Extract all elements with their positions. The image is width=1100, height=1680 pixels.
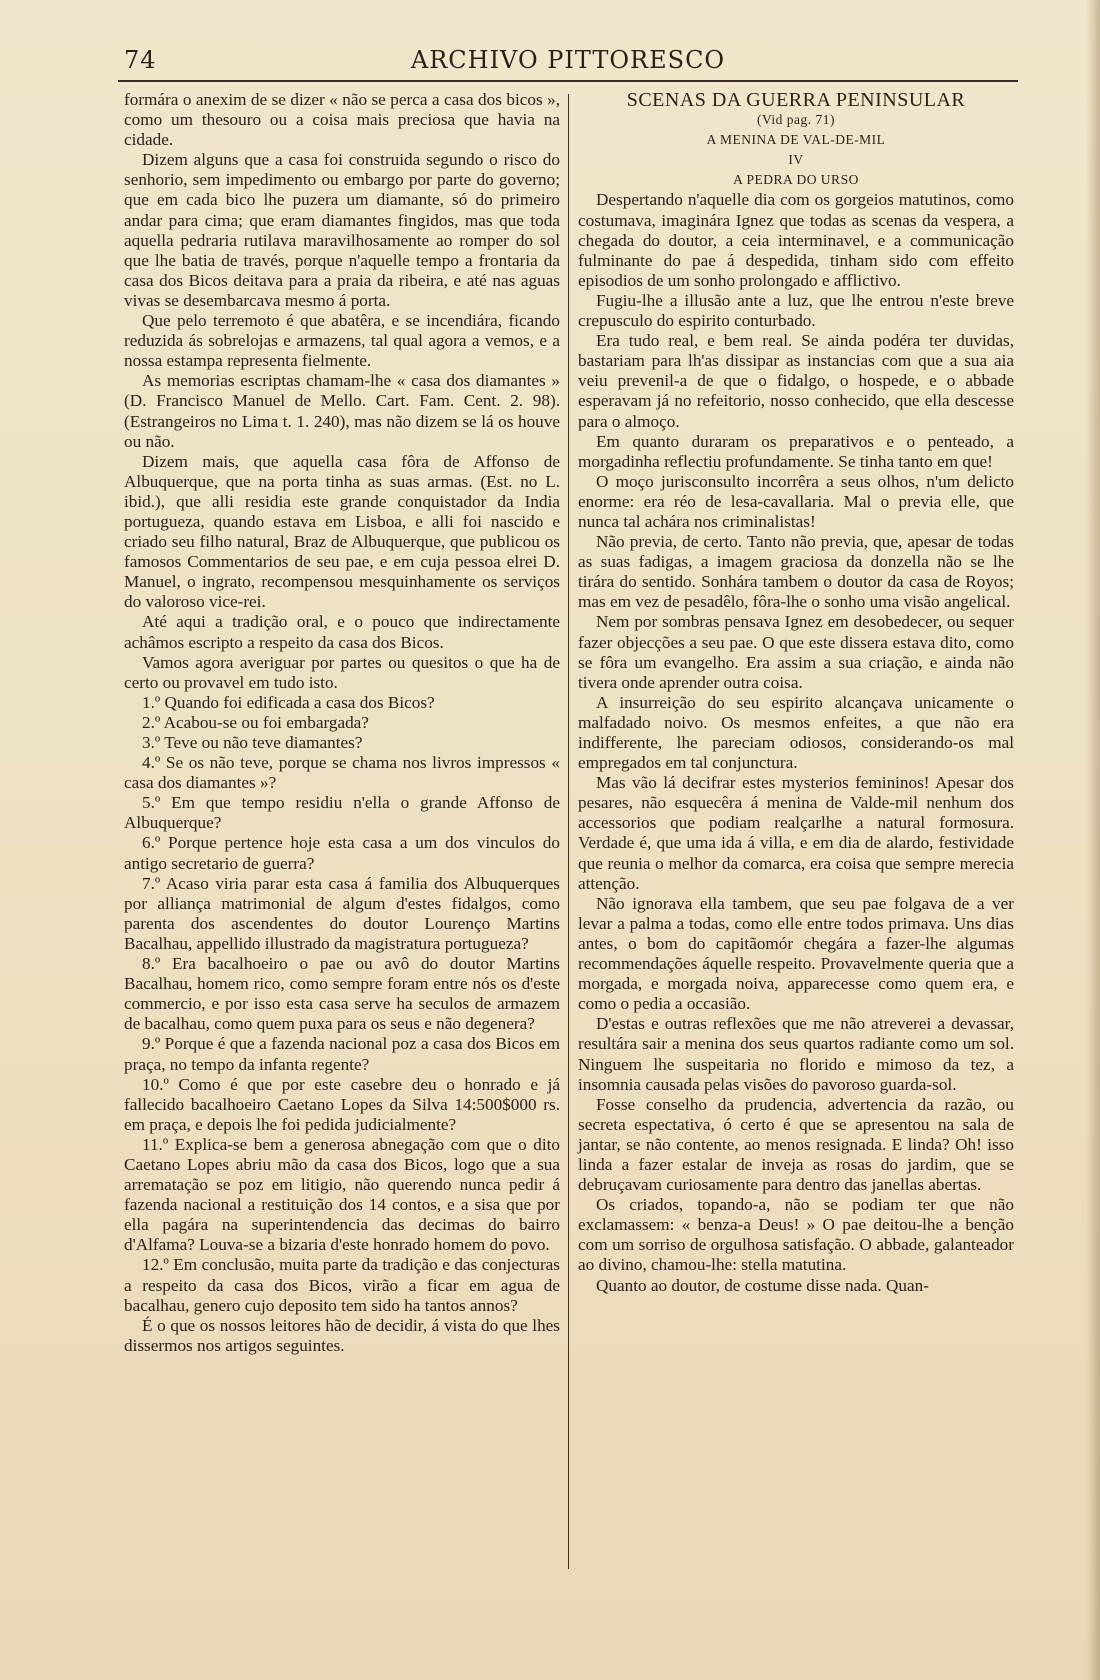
page-edge-shadow — [1086, 0, 1100, 1680]
paragraph: As memorias escriptas chamam-lhe « casa dos diamantes » (D. Francisco Manuel de Mello. Cart. Fam. Cent. 2. 98). (Estrangeiros no Lima t. 1. 240), mas não dizem se lá os houve ou não. — [124, 371, 560, 451]
article-subtitle: A MENINA DE VAL-DE-MIL — [706, 132, 886, 148]
paragraph: Era tudo real, e bem real. Se ainda podéra ter duvidas, bastariam para lh'as dissipar as instancias com que a sua aia veiu prevenil-a de que o fidalgo, o hospede, e o abbade esperavam já no refeitorio, nosso conhecido, que ella descesse para o almoço. — [578, 331, 1014, 431]
paragraph: O moço jurisconsulto incorrêra a seus olhos, n'um delicto enorme: era réo de lesa-cavallaria. Mal o previa elle, que nunca tal achára nos criminalistas! — [578, 471, 1014, 531]
paragraph: formára o anexim de se dizer « não se perca a casa dos bicos », como um thesouro ou a coisa mais preciosa que havia na cidade. — [124, 90, 560, 150]
question-item: 5.º Em que tempo residiu n'ella o grande Affonso de Albuquerque? — [124, 793, 560, 833]
question-item: 7.º Acaso viria parar esta casa á familia dos Albuquerques por alliança matrimonial de algum d'estes fidalgos, como parenta dos ascendentes do doutor Lourenço Martins Bacalhau, appellido illustrado da magistratura portugueza? — [124, 873, 560, 953]
chapter-title: A PEDRA DO URSO — [733, 172, 859, 188]
paragraph: Não previa, de certo. Tanto não previa, que, apesar de todas as suas fadigas, a imagem graciosa da donzella não se lhe tirára do sentido. Sonhára tambem o doutor da casa de Royos; mas em vez de pesadêlo, fôra-lhe o sonho uma visão angelical. — [578, 532, 1014, 612]
paragraph: Fugiu-lhe a illusão ante a luz, que lhe entrou n'este breve crepusculo do espirito conturbado. — [578, 290, 1014, 331]
page-header — [118, 44, 1018, 82]
column-divider — [568, 94, 569, 1569]
chapter-number: IV — [788, 152, 804, 168]
paragraph: Não ignorava ella tambem, que seu pae folgava de a ver levar a palma a todas, como elle entre todos primava. Uns dias antes, o bom do capitãomór chegára a fazer-lhe algumas recommendações áquelle respeito. Provavelmente queria que a morgada, e morgada noiva, apparecesse como quem era, e como o pedia a occasião. — [578, 893, 1014, 1014]
paragraph: Nem por sombras pensava Ignez em desobedecer, ou sequer fazer objecções a seu pae. O que este dissera estava dito, como se fôra um evangelho. Era assim a sua criação, e ainda não tivera onde aprender outra coisa. — [578, 612, 1014, 692]
paragraph: Dizem mais, que aquella casa fôra de Affonso de Albuquerque, que na porta tinha as suas armas. (Est. no L. ibid.), que alli residia este grande conquistador da India portugueza, quando estava em Lisboa, e alli foi nascido e criado seu filho natural, Braz de Albuquerque, que publicou os famosos Commentarios de seu pae, e em cuja pessoa elrei D. Manuel, o ingrato, recompensou mesquinhamente os serviços do valoroso vice-rei. — [124, 451, 560, 612]
paragraph: Os criados, topando-a, não se podiam ter que não exclamassem: « benza-a Deus! » O pae deitou-lhe a benção com um sorriso de orgulhosa satisfação. O abbade, galanteador ao divino, chamou-lhe: stella matutina. — [578, 1195, 1014, 1275]
question-item: 8.º Era bacalhoeiro o pae ou avô do doutor Martins Bacalhau, homem rico, como sempre foram entre nós os d'este commercio, e por isso esta casa serve ha seculos de armazem de bacalhau, como quem puxa para os seus e não degenera? — [124, 954, 560, 1034]
article-title: SCENAS DA GUERRA PENINSULAR — [626, 89, 966, 111]
paragraph: Em quanto duraram os preparativos e o penteado, a morgadinha reflectiu profundamente. Se tinha tanto em que! — [578, 431, 1014, 471]
paragraph: A insurreição do seu espirito alcançava unicamente o malfadado noivo. Os mesmos enfeites, a que não era indifferente, lhe pareciam odiosos, considerando-os mal empregados em tal conjunctura. — [578, 692, 1014, 773]
running-title: ARCHIVO PITTORESCO — [410, 46, 726, 74]
paragraph: Até aqui a tradição oral, e o pouco que indirectamente achâmos escripto a respeito da casa dos Bicos. — [124, 612, 560, 652]
closing-paragraph: É o que os nossos leitores hão de decidir, á vista do que lhes dissermos nos artigos seguintes. — [124, 1315, 560, 1355]
question-item: 3.º Teve ou não teve diamantes? — [142, 733, 363, 752]
paragraph: Mas vão lá decifrar estes mysterios femininos! Apesar dos pesares, não esquecêra á menina de Valde-mil nenhum dos accessorios que podiam realçarlhe a natural formosura. Verdade é, que uma ida á villa, e em dia de alardo, festividade que reunia o melhor da comarca, era coisa que sempre merecia attenção. — [578, 773, 1014, 893]
question-item: 9.º Porque é que a fazenda nacional poz a casa dos Bicos em praça, no tempo da infanta regente? — [124, 1034, 560, 1074]
page-number: 74 — [124, 46, 157, 74]
paragraph: Quanto ao doutor, de costume disse nada. Quan- — [596, 1275, 929, 1295]
question-item: 12.º Em conclusão, muita parte da tradição e das conjecturas a respeito da casa dos Bicos, virão a ficar em agua de bacalhau, genero cujo deposito tem sido ha tantos annos? — [124, 1255, 560, 1315]
question-item: 10.º Como é que por este casebre deu o honrado e já fallecido bacalhoeiro Caetano Lopes da Silva 14:500$000 rs. em praça, e depois lhe foi pedida judicialmente? — [124, 1074, 560, 1134]
right-column — [578, 90, 1014, 1296]
question-item: 4.º Se os não teve, porque se chama nos livros impressos « casa dos diamantes »? — [124, 753, 560, 793]
article-reference: (Vid pag. 71) — [756, 112, 836, 128]
paragraph: D'estas e outras reflexões que me não atreverei a devassar, resultára sair a menina dos seus quartos radiante como um sol. Ninguem lhe suspeitaria no florido e mimoso da tez, a insomnia causada pelas visões do pavoroso guarda-sol. — [578, 1014, 1014, 1094]
paragraph: Dizem alguns que a casa foi construida segundo o risco do senhorio, sem impedimento ou embargo por parte do governo; que em cada bico lhe puzera um diamante, só do primeiro andar para cima; que eram diamantes fingidos, mas que toda aquella pedraria rutilava maravilhosamente ao romper do sol que lhe batia de través, porque n'aquelle tempo a frontaria da casa dos Bicos deitava para a praia da ribeira, e até nas aguas vivas se desembarcava mesmo á porta. — [124, 150, 560, 310]
question-item: 1.º Quando foi edificada a casa dos Bicos? — [142, 692, 435, 712]
left-column — [124, 90, 560, 1356]
question-item: 11.º Explica-se bem a generosa abnegação com que o dito Caetano Lopes abriu mão da casa dos Bicos, logo que a sua arrematação se poz em litigio, não querendo nunca pedir á fazenda nacional a restituição dos 14 contos, e a sisa que por ella pagára na superintendencia das decimas do bairro d'Alfama? Louva-se a bizaria d'este honrado homem do povo. — [124, 1134, 560, 1255]
paragraph: Vamos agora averiguar por partes ou quesitos o que ha de certo ou provavel em tudo isto. — [124, 652, 560, 692]
paragraph: Que pelo terremoto é que abatêra, e se incendiára, ficando reduzida ás sobrelojas e armazens, tal qual agora a vemos, e a nossa estampa representa fielmente. — [124, 311, 560, 371]
paragraph: Despertando n'aquelle dia com os gorgeios matutinos, como costumava, imaginára Ignez que todas as scenas da vespera, a chegada do doutor, a ceia interminavel, e a communicação fulminante do pae á despedida, tinham sido com effeito episodios de um sonho prolongado e afflictivo. — [578, 190, 1014, 290]
question-item: 6.º Porque pertence hoje esta casa a um dos vinculos do antigo secretario de guerra? — [124, 833, 560, 873]
question-item: 2.º Acabou-se ou foi embargada? — [142, 712, 369, 732]
paragraph: Fosse conselho da prudencia, advertencia da razão, ou secreta espectativa, ó certo é que se apresentou na sala de jantar, se não contente, ao menos resignada. E linda? Oh! isso linda a fazer estalar de inveja as rosas do jardim, que se debruçavam curiosamente para dentro das janellas abertas. — [578, 1094, 1014, 1195]
